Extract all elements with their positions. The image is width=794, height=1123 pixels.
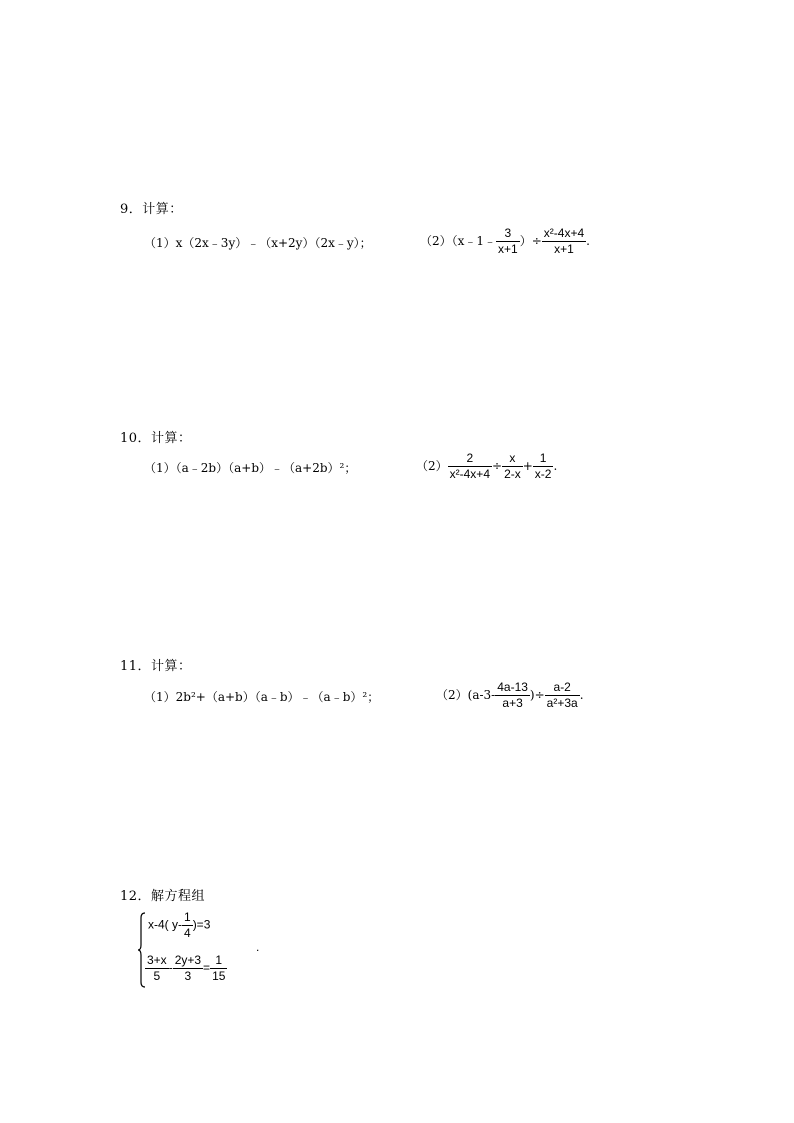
frac-numerator: x²-4x+4 [543, 226, 585, 240]
problem-9-part2-end: . [586, 234, 590, 248]
equation-1-frac [182, 910, 193, 941]
equation-2-frac2 [173, 953, 203, 984]
frac-denominator: 5 [153, 969, 161, 983]
problem-9-part2-prefix: （2）（x﹣1﹣ [420, 234, 497, 248]
equation-1 [148, 910, 210, 941]
frac-numerator: x [502, 451, 523, 467]
problem-9-heading: 9．计算： [120, 202, 183, 217]
problem-9-frac1 [496, 226, 520, 257]
problem-10-part2-prefix: （2） [416, 459, 448, 473]
frac-numerator: 2y+3 [174, 953, 202, 967]
problem-9-part2-mid: ）÷ [519, 234, 542, 248]
frac-numerator: 4a-13 [497, 680, 528, 694]
frac-denominator: a²+3a [546, 696, 578, 710]
problem-10-op1: ÷ [492, 459, 503, 473]
problem-10-heading: 10．计算： [120, 431, 192, 446]
frac-numerator: 1 [184, 910, 191, 924]
equation-2-frac3 [210, 953, 227, 984]
problem-11-frac2 [545, 680, 580, 711]
frac-numerator: 2 [448, 451, 492, 467]
equation-1-prefix: x-4( y- [148, 917, 182, 932]
problem-10-part2-end: . [553, 459, 558, 473]
problem-12-heading: 12．解方程组 [120, 889, 206, 904]
frac-numerator: 1 [210, 953, 227, 969]
system-end-period: . [256, 940, 260, 954]
frac-denominator: a+3 [502, 696, 523, 710]
frac-numerator: 3+x [147, 953, 167, 967]
problem-11-frac1 [495, 680, 530, 711]
problem-10-frac1 [448, 451, 492, 482]
problem-11-part2-prefix: （2）(a-3- [436, 688, 496, 702]
problem-10-frac3 [533, 451, 554, 482]
problem-11-heading: 11．计算： [120, 659, 192, 674]
problem-9-frac2 [542, 226, 586, 257]
frac-numerator: a-2 [545, 680, 580, 696]
problem-9-part2 [420, 226, 590, 257]
problem-10-part2 [416, 451, 557, 482]
problem-9-part1: （1）x（2x﹣3y）﹣（x+2y）（2x﹣y）； [144, 236, 372, 250]
equation-1-suffix: )=3 [192, 917, 211, 932]
frac-denominator: 15 [212, 969, 226, 983]
problem-11-part2-mid: )÷ [529, 688, 545, 702]
equation-2-op: - [168, 960, 173, 975]
frac-denominator: 2-x [504, 467, 521, 481]
equation-2-frac1 [145, 953, 169, 984]
frac-denominator: x²-4x+4 [449, 467, 490, 481]
problem-10-part1: （1）（a﹣2b）（a+b）﹣（a+2b）²； [144, 461, 357, 475]
frac-numerator: 3 [496, 226, 520, 242]
frac-denominator: 3 [184, 969, 192, 983]
frac-numerator: 1 [533, 451, 554, 467]
problem-11-part2-end: . [579, 688, 584, 702]
frac-denominator: x+1 [554, 242, 574, 256]
problem-10-op2: + [522, 459, 533, 473]
frac-denominator: x+1 [498, 242, 518, 256]
equation-2-eq: = [203, 960, 211, 975]
problem-11-part1: （1）2b²+（a+b）（a﹣b）﹣（a﹣b）²； [144, 690, 380, 704]
frac-denominator: x-2 [534, 467, 552, 481]
equation-2 [145, 953, 227, 984]
problem-11-part2 [436, 680, 584, 711]
problem-10-frac2 [502, 451, 523, 482]
frac-denominator: 4 [184, 926, 191, 940]
